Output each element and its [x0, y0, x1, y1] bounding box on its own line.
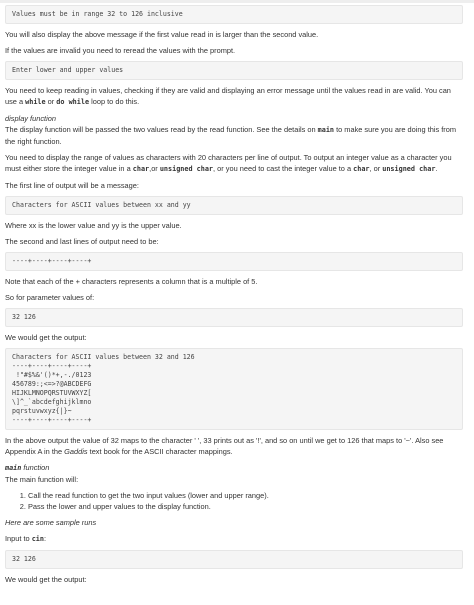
inline-code-main: main — [5, 464, 22, 472]
code-box-prompt — [5, 61, 463, 80]
inline-code-main: main — [317, 126, 335, 134]
output-line: pqrstuvwxyz{|}~ — [12, 407, 72, 415]
list-item: 2. Pass the lower and upper values to the display function. — [28, 501, 463, 512]
text: The display function will be passed the two values read by the read function. See the details on — [5, 125, 318, 134]
paragraph-where-xx: Where xx is the lower value and yy is the upper value. — [5, 221, 182, 230]
code-box-separator — [5, 252, 463, 271]
code-box-params — [5, 308, 463, 327]
inline-code-unsigned-char: unsigned char — [159, 165, 214, 173]
inline-code-while: while — [25, 98, 46, 106]
output-line: !"#$%&'()*+,-./0123 — [12, 371, 92, 379]
code-box-range-message — [5, 5, 463, 24]
paragraph-display-message: You will also display the above message if the first value read in is larger than the second value. — [5, 30, 319, 39]
text: , or — [369, 164, 383, 173]
paragraph-note-plus: Note that each of the + characters represents a column that is a multiple of 5. — [5, 277, 258, 286]
text: You need to keep reading in values, checking if they are valid and displaying an error message until the values read in are valid. You can use a — [5, 86, 451, 106]
output-line: HIJKLMNOPQRSTUVWXYZ[ — [12, 389, 92, 397]
paragraph-display-passed — [5, 124, 463, 147]
paragraph-invalid-values: If the values are invalid you need to reread the values with the prompt. — [5, 46, 236, 55]
book-title-gaddis: Gaddis — [64, 447, 88, 456]
paragraph-would-get-2: We would get the output: — [5, 575, 87, 584]
output-line: ----+----+----+----+ — [12, 416, 92, 424]
paragraph-would-get: We would get the output: — [5, 333, 87, 342]
code-box-sample-output — [5, 348, 463, 430]
code-line: Values must be in range 32 to 126 inclusive — [12, 10, 183, 18]
text: Input to — [5, 534, 32, 543]
text: loop to do this. — [89, 97, 140, 106]
paragraph-range-chars — [5, 152, 463, 175]
code-line: ----+----+----+----+ — [12, 257, 92, 265]
list-item: 1. Call the read function to get the two input values (lower and upper range). — [28, 490, 463, 501]
code-line: 32 126 — [12, 555, 36, 563]
paragraph-input-cin — [5, 533, 463, 545]
paragraph-above-output — [5, 435, 463, 457]
heading-sample-runs: Here are some sample runs — [5, 518, 97, 527]
text: You need to display the range of values as characters with 20 characters per line of output. To output an integer value as a character you must either store the integer value in a — [5, 153, 452, 173]
code-line: Characters for ASCII values between xx and yy — [12, 201, 191, 209]
text: to make sure you are doing this from the right function. — [5, 125, 457, 146]
code-box-sample-input — [5, 550, 463, 569]
code-line: 32 126 — [12, 313, 36, 321]
text: : — [44, 534, 47, 543]
top-bar — [0, 0, 474, 3]
heading-main-function — [5, 462, 463, 474]
inline-code-char: char — [132, 165, 150, 173]
paragraph-main-will: The main function will: — [5, 475, 79, 484]
paragraph-keep-reading — [5, 85, 463, 108]
inline-code-do-while: do while — [56, 98, 90, 106]
inline-code-unsigned-char: unsigned char — [382, 165, 436, 173]
paragraph-second-last: The second and last lines of output need to be: — [5, 237, 159, 246]
output-line: 456789:;<=>?@ABCDEFG — [12, 380, 92, 388]
output-line: Characters for ASCII values between 32 and 126 — [12, 353, 195, 361]
text: In the above output the value of 32 maps to the character ' ', 33 prints out as '!', and so on until we get to 126 that maps to '~'. Also see Appendix A in the — [5, 436, 444, 456]
text: . — [435, 164, 438, 173]
text: function — [21, 463, 50, 472]
assignment-document — [5, 5, 463, 585]
output-line: ----+----+----+----+ — [12, 362, 92, 370]
code-line: Enter lower and upper values — [12, 66, 124, 74]
text: , or you need to cast the integer value to a — [213, 164, 354, 173]
paragraph-first-line: The first line of output will be a message: — [5, 181, 139, 190]
main-steps-list — [5, 490, 463, 512]
text: ,or — [149, 164, 160, 173]
heading-display-function: display function — [5, 114, 56, 123]
text: or — [45, 97, 57, 106]
inline-code-cin: cin — [31, 535, 44, 543]
paragraph-so-params: So for parameter values of: — [5, 293, 95, 302]
output-line: \]^_`abcdefghijklmno — [12, 398, 92, 406]
code-box-header-message — [5, 196, 463, 215]
text: text book for the ASCII character mappings. — [87, 447, 233, 456]
inline-code-char: char — [353, 165, 370, 173]
